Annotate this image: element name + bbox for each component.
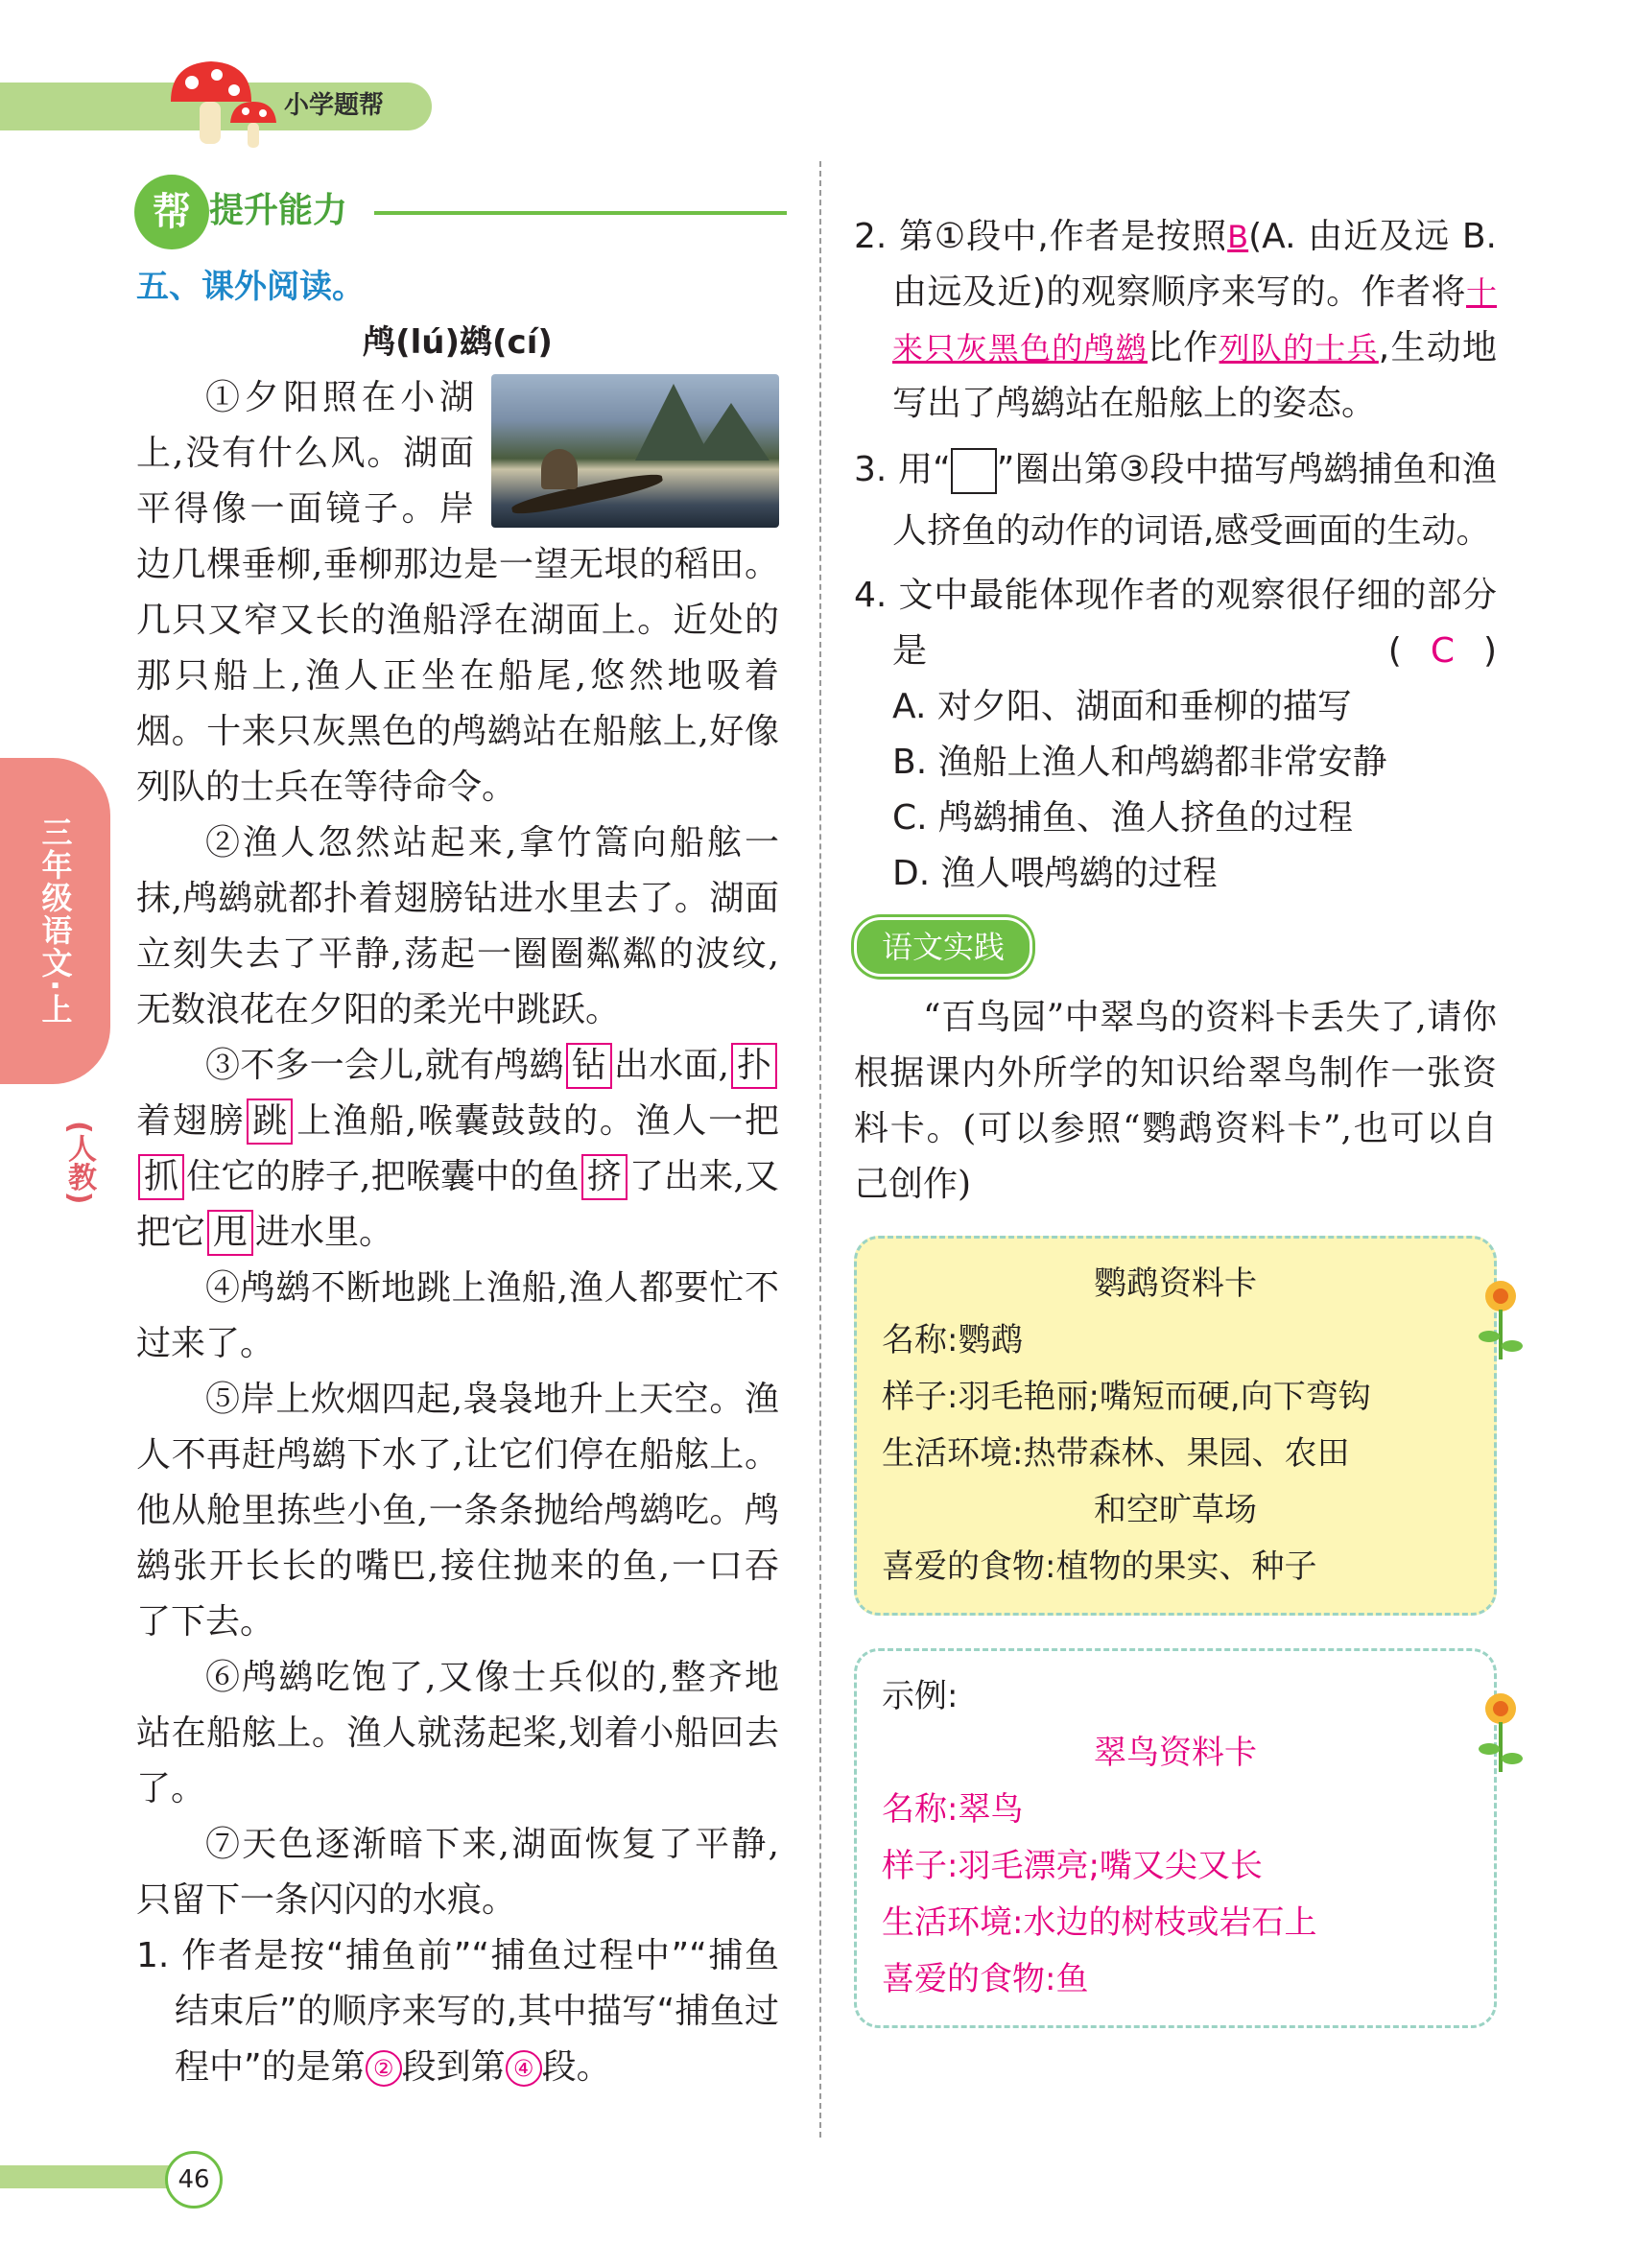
answer-choice: C xyxy=(1430,631,1455,671)
header-title: 小学题帮 xyxy=(284,91,385,120)
paragraph-1: ①夕阳照在小湖上,没有什么风。湖面平得像一面镜子。岸边几棵垂柳,垂柳那边是一望无垠的稻田。几只又窄又长的渔船浮在湖面上。近处的那只船上,渔人正坐在船尾,悠然地吸着烟。十来只灰黑色的鸬鹚站在船舷上,好像列队的士兵在等待命令。 xyxy=(136,378,779,807)
parrot-info-card xyxy=(854,1236,1497,1616)
card2-title: 翠鸟资料卡 xyxy=(1094,1734,1257,1772)
circled-word: 钻 xyxy=(566,1043,612,1089)
box-symbol xyxy=(951,448,997,494)
circled-word: 甩 xyxy=(207,1210,253,1256)
banner-title: 提升能力 xyxy=(209,191,348,230)
card1-name: 名称:鹦鹉 xyxy=(882,1321,1024,1359)
option-a: A. 对夕阳、湖面和垂柳的描写 xyxy=(892,687,1352,726)
card2-env: 生活环境:水边的树枝或岩石上 xyxy=(882,1903,1317,1942)
answer-text: 十来只灰黑色的鸬鹚 xyxy=(892,274,1497,366)
banner-line xyxy=(374,211,787,215)
flower-icon xyxy=(1475,1277,1527,1363)
mushroom-icon xyxy=(163,56,278,152)
paragraph-6: ⑥鸬鹚吃饱了,又像士兵似的,整齐地站在船舷上。渔人就荡起桨,划着小船回去了。 xyxy=(136,1658,779,1808)
section-title: 五、课外阅读。 xyxy=(136,268,365,306)
card1-env: 生活环境:热带森林、果园、农田 xyxy=(882,1434,1350,1473)
paragraph-7: ⑦天色逐渐暗下来,湖面恢复了平静,只留下一条闪闪的水痕。 xyxy=(136,1825,779,1920)
paragraph-5: ⑤岸上炊烟四起,袅袅地升上天空。渔人不再赶鸬鹚下水了,让它们停在船舷上。他从舱里拣些小鱼,一条条抛给鸬鹚吃。鸬鹚张开长长的嘴巴,接住抛来的鱼,一口吞了下去。 xyxy=(136,1380,779,1642)
card2-food: 喜爱的食物:鱼 xyxy=(882,1960,1089,1998)
card1-env-cont: 和空旷草场 xyxy=(1094,1491,1257,1529)
paragraph-4: ④鸬鹚不断地跳上渔船,渔人都要忙不过来了。 xyxy=(136,1268,779,1363)
option-b: B. 渔船上渔人和鸬鹚都非常安静 xyxy=(892,743,1387,782)
option-d: D. 渔人喂鸬鹚的过程 xyxy=(892,854,1218,893)
question-3: 3. 用“ ”圈出第③段中描写鸬鹚捕鱼和渔人挤鱼的动作的词语,感受画面的生动。 xyxy=(854,450,1497,551)
card1-look: 样子:羽毛艳丽;嘴短而硬,向下弯钩 xyxy=(882,1378,1371,1416)
flower-icon xyxy=(1475,1689,1527,1776)
option-c: C. 鸬鹚捕鱼、渔人挤鱼的过程 xyxy=(892,798,1354,838)
circled-word: 挤 xyxy=(581,1154,628,1200)
grade-side-tab: 三年级语文·上 xyxy=(0,758,110,1084)
answer-text: 列队的士兵 xyxy=(1219,330,1379,366)
question-1: 1. 作者是按“捕鱼前”“捕鱼过程中”“捕鱼结束后”的顺序来写的,其中描写“捕鱼过程中”的是第 ② 段到第 ④ 段。 xyxy=(136,1936,779,2087)
right-column xyxy=(854,154,1497,2028)
practice-badge-wrap xyxy=(854,917,1497,977)
cormorant-fishing-photo xyxy=(491,374,779,528)
circled-word: 抓 xyxy=(138,1154,184,1200)
paragraph-3: ③不多一会儿,就有鸬鹚 钻 出水面, 扑着翅膀 跳 上渔船,喉囊鼓鼓的。渔人一把抓 住它的脖子,把喉囊中的鱼 挤 了出来,又把它 甩 进水里。 xyxy=(136,1038,779,1261)
circled-word: 扑 xyxy=(731,1043,777,1089)
card2-name: 名称:翠鸟 xyxy=(882,1790,1024,1829)
column-divider xyxy=(819,161,821,2138)
card1-title: 鹦鹉资料卡 xyxy=(1094,1264,1257,1303)
question-2: 2. 第①段中,作者是按照B(A. 由近及远 B. 由远及近)的观察顺序来写的。作者将十来只灰黑色的鸬鹚比作列队的士兵,生动地写出了鸬鹚站在船舷上的姿态。 xyxy=(854,217,1497,423)
practice-badge: 语文实践 xyxy=(854,917,1032,977)
page-number: 46 xyxy=(165,2151,223,2209)
practice-prompt: “百鸟园”中翠鸟的资料卡丢失了,请你根据课内外所学的知识给翠鸟制作一张资料卡。(可以参照“鹦鹉资料卡”,也可以自己创作) xyxy=(854,998,1497,1204)
story-title: 鸬(lú)鹚(cí) xyxy=(363,323,553,362)
card2-look: 样子:羽毛漂亮;嘴又尖又长 xyxy=(882,1847,1263,1885)
paragraph-2: ②渔人忽然站起来,拿竹篙向船舷一抹,鸬鹚就都扑着翅膀钻进水里去了。湖面立刻失去了平静,荡起一圈圈粼粼的波纹,无数浪花在夕阳的柔光中跳跃。 xyxy=(136,823,779,1029)
answer-mark: ④ xyxy=(506,2050,542,2087)
card2-label: 示例: xyxy=(882,1677,959,1715)
card1-food: 喜爱的食物:植物的果实、种子 xyxy=(882,1547,1317,1586)
circled-word: 跳 xyxy=(247,1099,293,1145)
question-4: 4. 文中最能体现作者的观察很仔细的部分是 ( C ) xyxy=(854,576,1497,671)
edition-label: (人教) xyxy=(62,1121,96,1205)
answer-mark: ② xyxy=(366,2050,402,2087)
banner-icon: 帮 xyxy=(134,175,209,249)
left-column xyxy=(136,259,779,2095)
kingfisher-info-card xyxy=(854,1648,1497,2028)
answer-text: B xyxy=(1227,219,1249,255)
